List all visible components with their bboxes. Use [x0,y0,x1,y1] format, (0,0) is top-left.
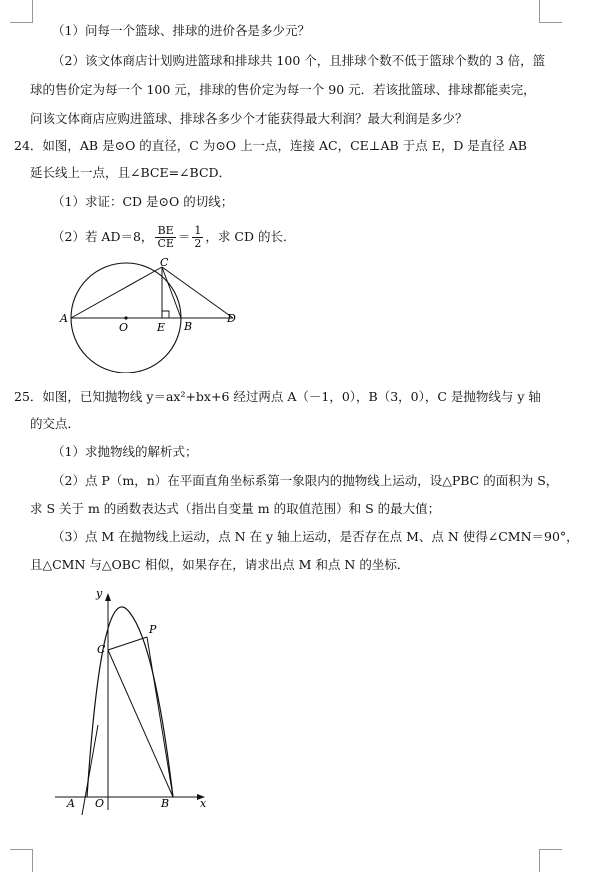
label-c: C [160,258,169,269]
segment-pb [147,637,173,797]
label-y: y [96,587,103,600]
label-o: O [119,321,129,334]
q24-part2-prefix: （2）若 AD＝8， [52,229,154,244]
fraction-be-ce [155,225,175,250]
label-b: B [184,320,193,333]
corner-mark-bottom-left [10,849,33,872]
label-a: A [60,312,68,325]
right-angle-mark [162,311,169,318]
q23-part2-line1: （2）该文体商店计划购进篮球和排球共 100 个，且排球个数不低于篮球个数的 3 倍，篮 [52,53,546,68]
corner-mark-top-right [539,0,562,23]
q23-part1: （1）问每一个篮球、排球的进价各是多少元？ [52,23,310,38]
segment-cb [162,267,181,318]
label-c: C [97,643,106,656]
fraction-numerator: BE [155,225,175,238]
y-axis-arrow [105,593,111,601]
label-e: E [157,321,166,334]
q25-part3-line1: （3）点 M 在抛物线上运动，点 N 在 y 轴上运动，是否存在点 M、点 N 使得∠CMN＝90°， [52,529,579,544]
q25-part3-line2: 且△CMN 与△OBC 相似，如果存在，请求出点 M 和点 N 的坐标． [30,557,410,572]
fraction-one-half [192,225,203,250]
q24-circle-figure [55,258,245,373]
q25-part1: （1）求抛物线的解析式； [52,444,198,459]
label-d: D [227,312,236,325]
segment-ac [71,267,162,318]
segment-cd [162,267,233,318]
q25-parabola-figure [55,585,215,815]
q25-stem-line1: 25．如图，已知抛物线 y＝ax²+bx+6 经过两点 A（－1，0），B（3，0），C 是抛物线与 y 轴 [14,389,541,404]
equals-sign: ＝ [177,229,191,244]
center-dot [124,316,127,319]
fraction-denominator: 2 [194,237,202,250]
q24-part1: （1）求证：CD 是⊙O 的切线； [52,194,234,209]
q24-part2 [52,223,295,251]
q24-stem-line1: 24．如图，AB 是⊙O 的直径，C 为⊙O 上一点，连接 AC，CE⊥AB 于点 E，D 是直径 AB [14,138,527,153]
label-a: A [67,797,75,810]
q25-part2-line2: 求 S 关于 m 的函数表达式（指出自变量 m 的取值范围）和 S 的最大值； [30,501,441,516]
corner-mark-top-left [10,0,33,23]
corner-mark-bottom-right [539,849,562,872]
q23-part2-line3: 问该文体商店应购进篮球、排球各多少个才能获得最大利润？最大利润是多少？ [30,111,468,126]
label-b: B [161,797,170,810]
q25-part2-line1: （2）点 P（m，n）在平面直角坐标系第一象限内的抛物线上运动，设△PBC 的面积为 S， [52,473,559,488]
q24-part2-suffix: ，求 CD 的长． [205,229,296,244]
q23-part2-line2: 球的售价定为每一个 100 元，排球的售价定为每一个 90 元．若该批篮球、排球都能卖完， [30,82,536,97]
fraction-numerator: 1 [194,224,202,237]
segment-cp [108,637,147,650]
q24-stem-line2: 延长线上一点，且∠BCE=∠BCD． [30,165,232,180]
fraction-denominator: CE [157,237,174,250]
label-o: O [95,797,105,810]
q25-stem-line2: 的交点． [30,416,81,431]
label-p: P [149,623,157,636]
label-x: x [200,797,207,810]
